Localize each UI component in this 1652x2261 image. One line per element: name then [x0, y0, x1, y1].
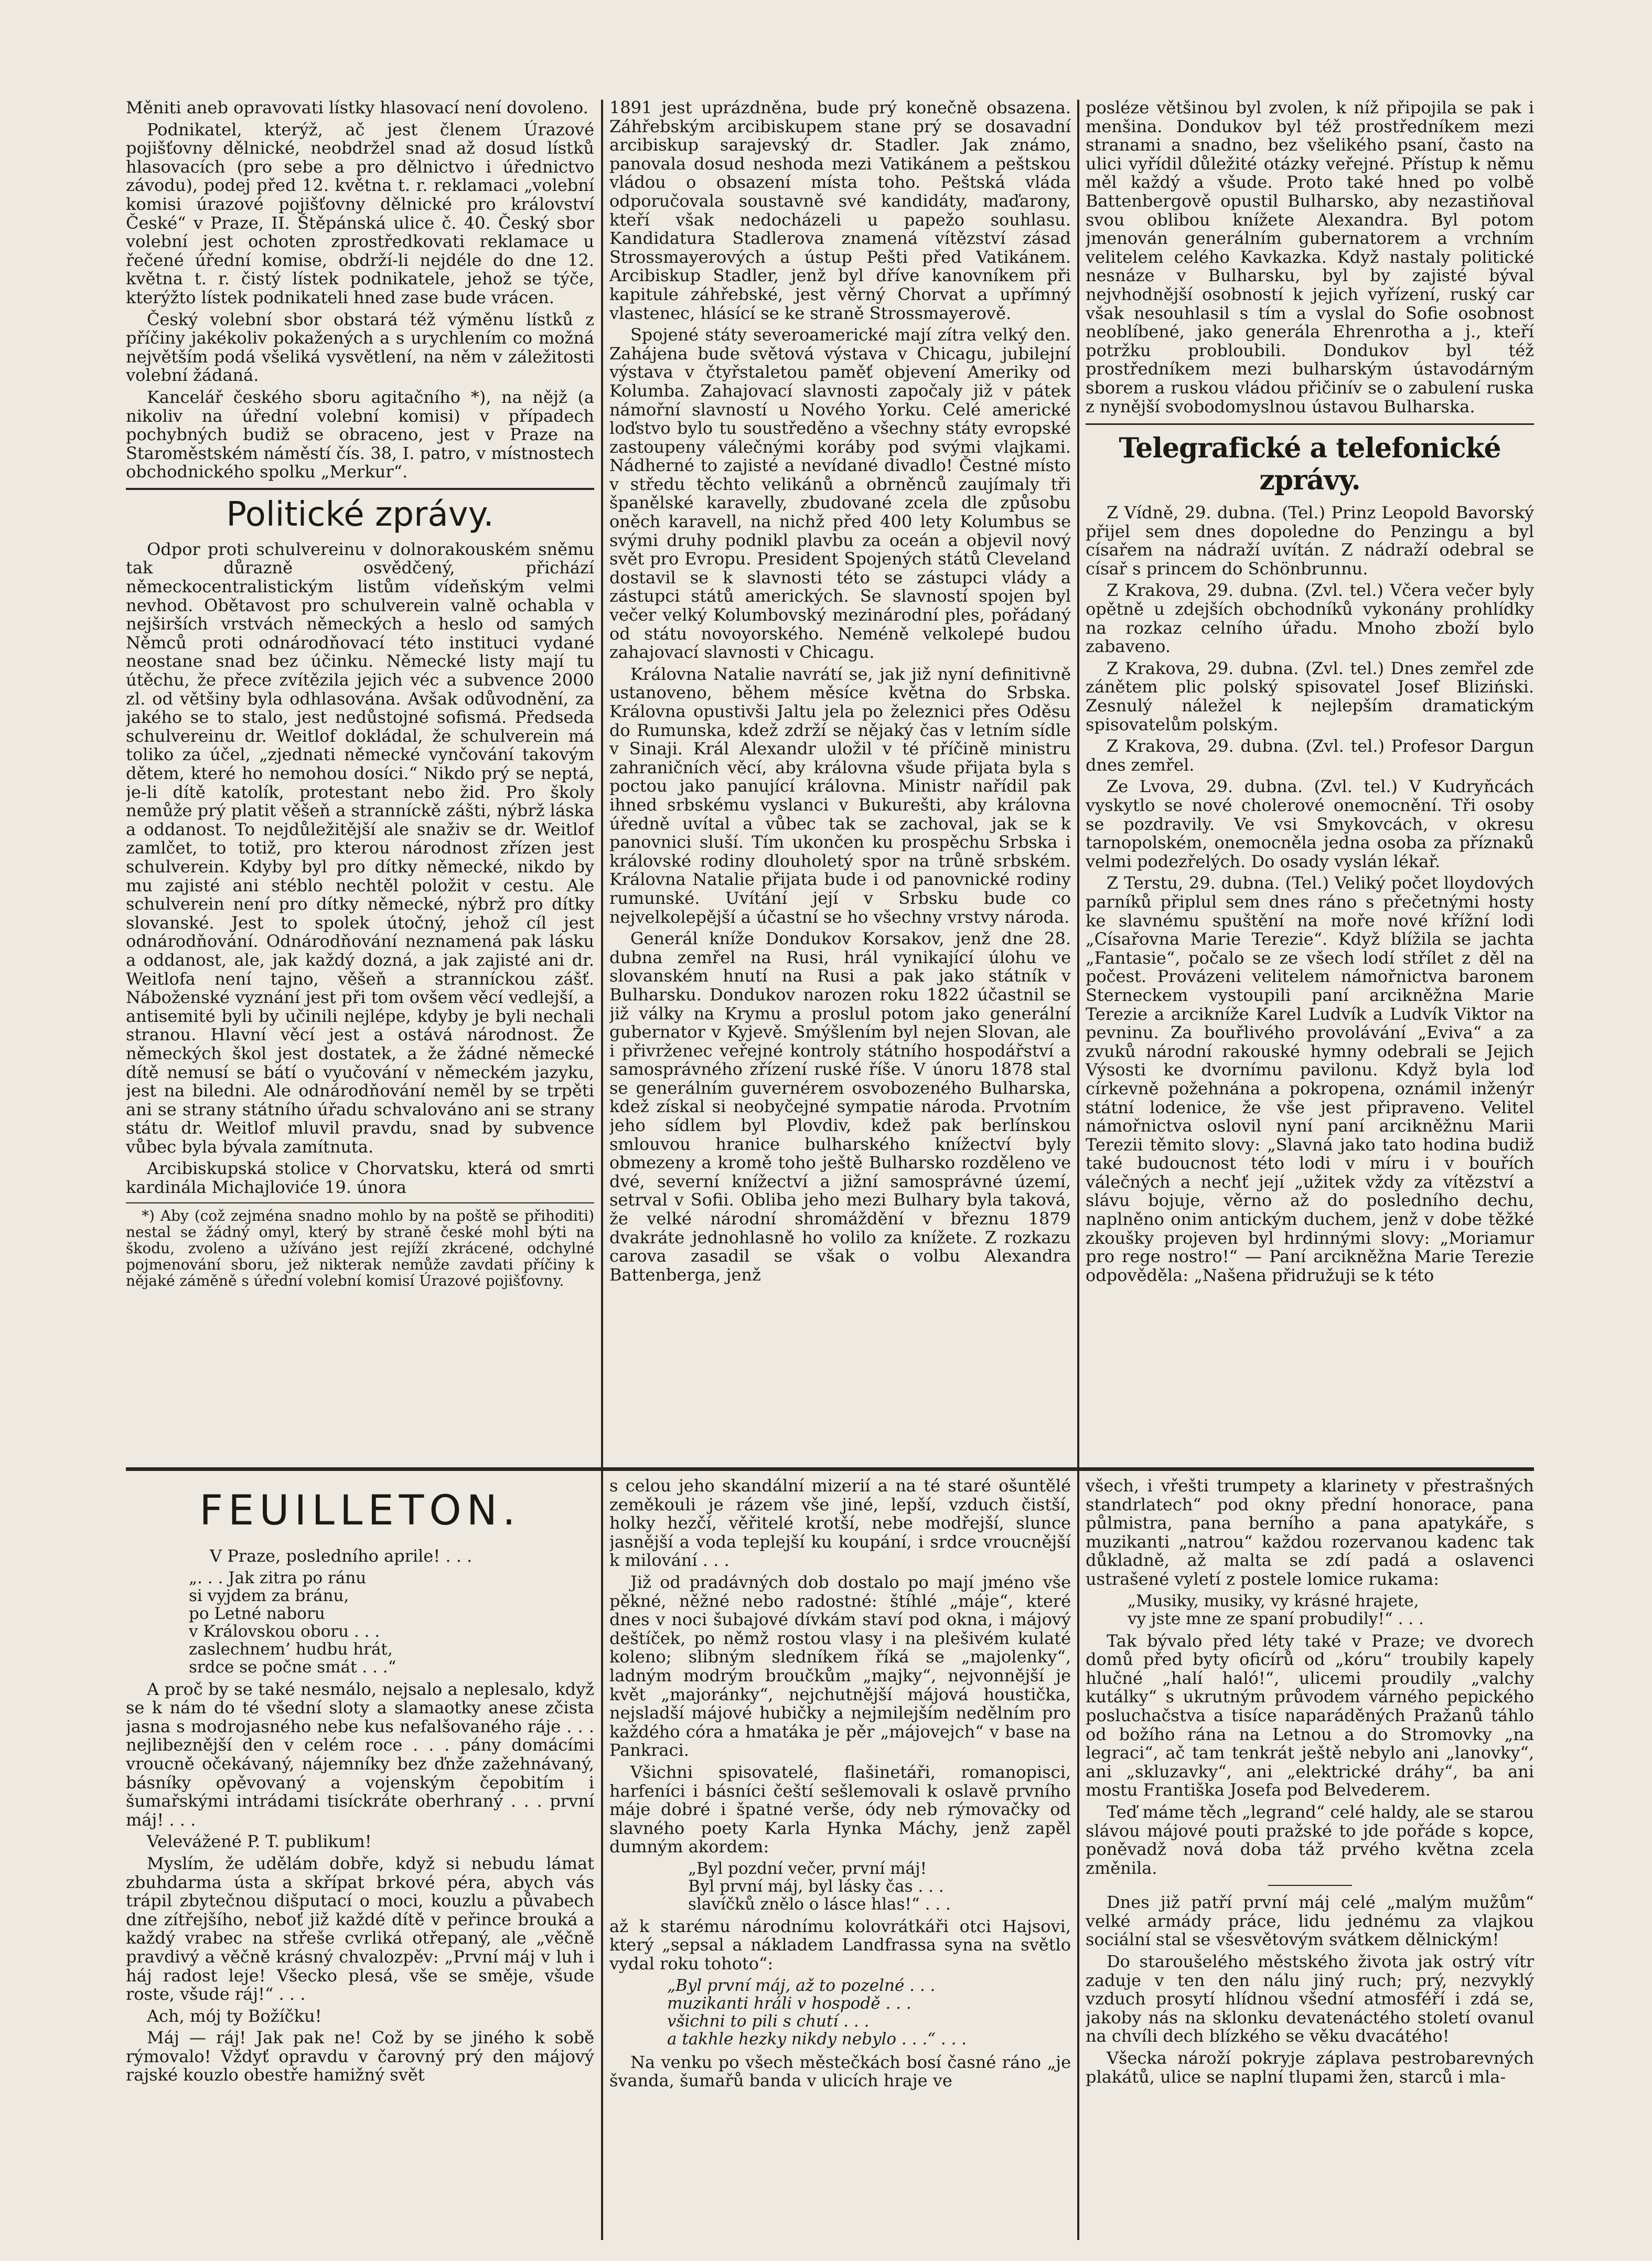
- paragraph: Královna Natalie navrátí se, jak již nyní definitivně ustanoveno, během měsíce května do Srbska. Královna opustivši Jaltu jela po železnici přes Oděsu do Rumunska, kdež zdrží se nějaký čas v letním sídle v Sinaji. Král Alexandr uložil v té příčině ministru zahraničních věcí, aby královna všude přijata byla s poctou jako panující královna. Ministr nařídil pak ihned srbskému vyslanci v Bukurešti, aby královna úředně uvítal a vůbec tak se zachoval, jak se k panovnici sluší. Tím ukončen ku prospěchu Srbska i královské rodiny dlouholetý spor na trůně srbském. Královna Natalie přijata bude i od panovnické rodiny rumunské. Uvítání její v Srbsku bude co nejvelkolepější a účastní se ho všechny vrstvy národa.: [609, 664, 1071, 927]
- paragraph: Spojené státy severoamerické mají zítra velký den. Zahájena bude světová výstava v Chicagu, jubilejní výstava v čtyřstaletou paměť objevení Ameriky od Kolumba. Zahajovací slavnosti započaly již v pátek námořní slavností u Nového Yorku. Celé americké loďstvo bylo tu soustředěno a všechny státy evropské zastoupeny válečnými koráby pod svými vlajkami. Nádherné to zajisté a nevídané divadlo! Čestné místo v středu těchto velikánů a obrněnců zaujímaly tři španělské karavelly, zbudované zcela dle způsobu oněch karavell, na nichž před 400 lety Kolumbus se svými druhy podnikl plavbu za oceán a objevil nový svět pro Evropu. President Spojených států Cleveland dostavil se k slavnosti této se zástupci vlády a zástupci států amerických. Se slavností spojen byl večer velký Kolumbovský mezinárodní ples, pořádaný od státu novoyorského. Neméně velkolepé budou zahajovací slavnosti v Chicagu.: [609, 325, 1071, 663]
- paragraph: Generál kníže Dondukov Korsakov, jenž dne 28. dubna zemřel na Rusi, hrál vynikající úlohu ve slovanském hnutí na Rusi a pak jako státník v Bulharsku. Dondukov narozen roku 1822 účastnil se již války na Krymu a proslul potom jako generální gubernator v Kyjevě. Smýšlením byl nejen Slovan, ale i přivrženec veřejné kontroly státního hospodářství a samosprávného zřízení ruské říše. V únoru 1878 stal se generálním guvernérem osvobozeného Bulharska, kdež získal si neobyčejné sympatie národa. Prvotním jeho sídlem byl Plovdiv, kdež pak berlínskou smlouvou hranice bulharského knížectví byly obmezeny a kromě toho ještě Bulharsko rozděleno ve dvé, severní knížectví a jižní samosprávné území, setrval v Sofii. Obliba jeho mezi Bulhary byla taková, že velké národní shromáždění v březnu 1879 dvakráte jednohlasně ho volilo za knížete. Z rozkazu carova zasadil se však o volbu Alexandra Battenberga, jenž: [609, 929, 1071, 1285]
- middle-column-feuilleton: [609, 1477, 1071, 2237]
- paragraph: Na venku po všech městečkách bosí časné ráno „je švanda, šumařů banda v ulicích hraje ve: [609, 2052, 1071, 2091]
- telegram: Ze Lvova, 29. dubna. (Zvl. tel.) V Kudryňcách vyskytlo se nové cholerové onemocnění. Tři osoby se pozdravily. Ve vsi Smykovcách, v okresu tarnopolském, onemocněla jedna osoba za příznaků velmi podezřelých. Do osady vyslán lékař.: [1086, 776, 1534, 871]
- paragraph: Do staroušelého městského života jak ostrý vítr zaduje v ten den nálu jiný ruch; prý, nezvyklý vzduch prosytí hlídnou všední atmosféří i zdá se, jakoby nás na sklonku devatenáctého století ovanul na chvíli dech blízkého se věku dvacátého!: [1086, 1951, 1534, 2046]
- section-title-telegraficke: Telegrafické a telefonické zprávy.: [1119, 432, 1501, 497]
- paragraph: až k starému národnímu kolovrátkáři otci Hajsovi, který „sepsal a nákladem Landfrassa syna na světlo vydal roku tohoto“:: [609, 1916, 1071, 1974]
- telegram: Z Vídně, 29. dubna. (Tel.) Prinz Leopold Bavorský přijel sem dnes dopoledne do Penzingu a byl císařem na nádraží uvítán. Z nádraží odebral se císař s princem do Schönbrunnu.: [1086, 503, 1534, 579]
- separator-line: [126, 488, 594, 490]
- poem-line: „Byl pozdní večer, první máj!: [688, 1859, 927, 1878]
- poem-line: „. . . Jak zitra po ránu: [189, 1568, 367, 1587]
- column-rule-left: [601, 100, 603, 2240]
- paragraph: Máj — ráj! Jak pak ne! Což by se jiného k sobě rýmovalo! Vždyť opravdu v čarovný prý den májový rajské kouzlo obestře hamižný svět: [126, 2028, 594, 2085]
- left-column-news: [126, 99, 594, 1463]
- feuilleton-divider: [126, 1467, 1534, 1471]
- poem-excerpt: [189, 1569, 594, 1676]
- poem-line: „Byl první máj, až to pozelné . . .: [667, 1976, 936, 1995]
- poem-line: všichni to pili s chutí . . .: [667, 2011, 870, 2031]
- feuilleton-title: FEUILLETON.: [199, 1487, 521, 1534]
- right-column-news: [1086, 99, 1534, 1463]
- poem-line: muzikanti hráli v hospodě . . .: [667, 1993, 911, 2013]
- paragraph: A proč by se také nesmálo, nejsalo a neplesalo, když se k nám do té všední sloty a slamaotky anese zčista jasna s modrojasného nebe kus nefalšovaného ráje . . . nejlibeznější den v celém roce . . . pány domácími vroucně očekávaný, nájemníky bez ďnže zažehnávaný, básníky opěvovaný a vojenským čepobitím i šumařskými intrádami tisíckráte oberhraný . . . první máj! . . .: [126, 1679, 594, 1830]
- footnote-divider: [126, 1202, 594, 1203]
- right-column-feuilleton: [1086, 1477, 1534, 2237]
- musiky-verse: [1128, 1592, 1534, 1628]
- paragraph: posléze většinou byl zvolen, k níž připojila se pak i menšina. Dondukov byl též prostředníkem mezi stranami a snadno, bez všelikého psaní, často na ulici vyřídil důležité otázky veřejné. Přístup k němu měl každý a všude. Proto také hned po volbě Battenbergově opustil Bulharsko, aby nezastiňoval svou oblibou knížete Alexandra. Byl potom jmenován generálním gubernatorem a vrchním velitelem celého Kavkazka. Když nastaly politické nesnáze v Bulharsku, byl by zajisté býval nejvhodnější osobností k jejich vyřízení, ruský car však nesouhlasil s tím a vyslal do Sofie osobnost neoblíbené, jako generála Ehrenrotha a j., kteří potržku probloubili. Dondukov byl též prostředníkem mezi bulharským ústavodárným sborem a ruskou vládou přičinív se o zabulení ruska z nynější svobodomyslnou ústavou Bulharska.: [1086, 99, 1534, 417]
- telegram: Z Krakova, 29. dubna. (Zvl. tel.) Profesor Dargun dnes zemřel.: [1086, 736, 1534, 775]
- paragraph: Ach, mój ty Božíčku!: [147, 2006, 322, 2026]
- paragraph: všech, i vřešti trumpety a klarinety v přestrašných standrlatech“ pod okny přední honorace, pana půlmistra, pana berního a pana apatykáře, s muzikanti „natrou“ každou rozervanou kadenc tak důkladně, až malta se zdí padá a oslavenci ustrašené vyletí z postele lomice rukama:: [1086, 1477, 1534, 1589]
- column-rule-right: [1077, 100, 1079, 2240]
- telegram: Z Terstu, 29. dubna. (Tel.) Veliký počet lloydových parníků připlul sem dnes ráno s přečetnými hosty ke slavnému spuštění na moře nové křížní lodi „Císařovna Marie Terezie“. Když blížila se jachta „Fantasie“, počalo se ze všech lodí střílet z děl na počest. Provázeni velitelem námořnictva baronem Sterneckem vystoupili paní arcikněžna Marie Terezie a arcikníže Karel Ludvík a Ludvík Viktor na pevninu. Za bouřlivého provolávání „Eviva“ a za zvuků národní rakouské hymny odebrali se Jejich Výsosti ke dvornímu pavilonu. Když byla loď církevně požehnána a pokropena, oznámil inženýr státní lodenice, že vše jest připraveno. Velitel námořnictva oslovil nyní paní arcikněžnu Marii Terezii těmito slovy: „Slavná jako tato hodina budiž také budoucnost této lodi v míru i v bouřích válečných a nechť její „užitek vždy za vítězství a slávu bojuje, věrno až do posledního dechu, naplněno onim antickým duchem, jenž v dobe těžké zkoušky projeven byl hrdinnými slovy: „Moriamur pro rege nostro!“ — Paní arcikněžna Marie Terezie odpověděla: „Našena přidružuji se k této: [1086, 873, 1534, 1285]
- paragraph: Český volební sbor obstará též výměnu lístků z příčiny jakékoliv pokažených a s urychlením co možná největším podá všeliká vysvětlení, na něm v záležitosti volební žádaná.: [126, 309, 594, 386]
- poem-line: v Královskou oboru . . .: [189, 1622, 380, 1641]
- paragraph-divider: [1268, 1885, 1352, 1886]
- paragraph: Arcibiskupská stolice v Chorvatsku, která od smrti kardinála Michajloviće 19. února: [126, 1158, 594, 1198]
- paragraph: Všichni spisovatelé, flašinetáři, romanopisci, harfeníci i básníci čeští sešlemovali k oslavě prvního máje dobré i špatné verše, ódy neb rýmovačky od slavného poety Karla Hynka Máchy, jenž zapěl dumným akordem:: [609, 1762, 1071, 1857]
- paragraph: Tak bývalo před léty také v Praze; ve dvorech domů před byty oficírů od „kóru“ troubily kapely hlučné „halí haló!“, ulicemi proudily „valchy kutálky“ s ukrutným průvodem várného pepického posluchačstva a tisíce naparáděných Pražanů táhlo od božího rána na Letnou a do Stromovky „na legraci“, ač tam tenkrát ještě nebylo ani „lanovky“, ani „skluzavky“, ani „elektrické dráhy“, ba ani mostu Františka Josefa pod Belvederem.: [1086, 1630, 1534, 1800]
- paragraph: Všecka nároží pokryje záplava pestrobarevných plakátů, ulice se naplní tlupami žen, starců i mla-: [1086, 2048, 1534, 2087]
- poem-line: srdce se počne smát . . .“: [189, 1657, 396, 1677]
- section-title-politicke: Politické zprávy.: [226, 495, 494, 534]
- footnote: [126, 1208, 594, 1289]
- feuilleton-dateline: V Praze, posledního aprile! . . .: [210, 1546, 473, 1566]
- paragraph: Teď máme těch „legrand“ celé haldy, ale se starou slávou májové pouti pražské to jde pořáde s kopce, poněvadž nová doba táž prvého května zcela změnila.: [1086, 1801, 1534, 1878]
- poem-line: „Musiky, musiky, vy krásné hrajete,: [1128, 1591, 1419, 1611]
- paragraph: Odpor proti schulvereinu v dolnorakouském sněmu tak důrazně osvědčený, přichází německocentralistickým listům vídeňským velmi nevhod. Obětavost pro schulverein valně ochabla v nejširších vrstvách německých a heslo od samých Němců proti odnárodňovací této instituci vydané neostane snad bez účinku. Německé listy mají tu útěchu, že přece zvítězila jejich véc a subvence 2000 zl. od většiny byla odhlasována. Avšak odůvodnění, za jakého se to stalo, jest nedůstojné sofismá. Předseda schulvereinu dr. Weitlof dokládal, že schulverein má toliko za účel, „zjednati německé vynčování takovým dětem, které ho nemohou dosíci.“ Nikdo prý se neptá, je-li dítě katolík, protestant nebo žid. Pro školy nemůže prý platit věšeň a stranníckě zášti, nýbrž láska a oddanost. To nejdůležitější ale snaživ se dr. Weitlof zamlčet, to totiž, pro kterou národnost zřízen jest schulverein. Kdyby byl pro dítky německé, nikdo by mu zajisté ani stéblo nechtěl položit v cestu. Ale schulverein není pro dítky německé, nýbrž pro dítky slovanské. Jest to spolek útočný, jehož cíl jest odnárodňování. Odnárodňování neznamená pak lásku a oddanost, ale, jak každý dozná, a jak zajisté ani dr. Weitlofa není tajno, věšeň a stranníckou zášť. Náboženské vyznání jest při tom ovšem věcí vedlejší, a antisemité byli by učinili nejlépe, kdyby je byli nechali stranou. Hlavní věcí jest a ostává národnost. Že německých škol jest dostatek, a že žádné německé dítě nemusí se bátí o vyučování v německém jazyku, jest na biledni. Ale odnárodňování neměl by se trpěti ani se strany státního úřadu schvalováno ani se strany státu dr. Weitlof mluvil pravdu, snad by subvence vůbec byla bývala zamítnuta.: [126, 539, 594, 1157]
- telegram: Z Krakova, 29. dubna. (Zvl. tel.) Dnes zemřel zde zánětem plic polský spisovatel Josef Bliziński. Zesnulý náležel k nejlepším dramatickým spisovatelům polským.: [1086, 658, 1534, 734]
- hajs-verse: [667, 1977, 1071, 2048]
- paragraph: Kancelář českého sboru agitačního *), na nějž (a nikoliv na úřední volební komisi) v případech pochybných budiž se obraceno, jest v Praze na Staroměstském náměstí čís. 38, I. patro, v místnostech obchodnického spolku „Merkur“.: [126, 387, 594, 482]
- paragraph: Velevážené P. T. publikum!: [147, 1831, 372, 1852]
- footnote-text: *) Aby (což zejména snadno mohlo by na poště se přihoditi) nestal se žádný omyl, který by straně české mohl býti na škodu, zvoleno a užíváno jest rejíží zkrácené, odchylné pojmenování sboru, jež nikterak nemůže zavdati příčiny k nějaké záměně s úřední volební komisí Úrazové pojišťovny.: [126, 1207, 594, 1289]
- paragraph: Měniti aneb opravovati lístky hlasovací není dovoleno.: [126, 99, 588, 118]
- left-column-feuilleton: [126, 1477, 594, 2237]
- telegram: Z Krakova, 29. dubna. (Zvl. tel.) Včera večer byly opětně u zdejších obchodníků vykonány prohlídky na rozkaz celního úřadu. Mnoho zboží bylo zabaveno.: [1086, 580, 1534, 657]
- paragraph: Již od pradávných dob dostalo po mají jméno vše pěkné, něžné nebo radostné: štíhlé „máje“, které dnes v noci šubajové dívkám staví pod okna, i májový deštíček, po němž rostou vlasy i na plešivém kulaté koleno; slibným sledníkem říká se „majolenky“, ladným modrým broučkům „majky“, nejvonnější je květ „majoránky“, nejchutnější májová houstička, nejsladší májové hubičky a nejmilejším nedělním pro každého córa a hmatáka je pěr „májovejch“ v base na Pankraci.: [609, 1572, 1071, 1761]
- poem-line: vy jste mne ze spaní probudily!“ . . .: [1128, 1609, 1424, 1628]
- poem-line: po Letné naboru: [189, 1604, 325, 1623]
- poem-line: slavíčků znělo o lásce hlas!“ . . .: [688, 1894, 951, 1914]
- separator-line: [1086, 423, 1534, 425]
- paragraph: Dnes již patří první máj celé „malým mužům“ velké armády práce, lidu jednému za vlajkou sociální stal se všesvětovým svátkem dělnickým!: [1086, 1892, 1534, 1950]
- poem-line: a takhle hezky nikdy nebylo . . .“ . . .: [667, 2029, 967, 2049]
- paragraph: s celou jeho skandální mizerií a na té staré ošuntělé zeměkouli je rázem vše jiné, lepší, vzduch čistší, holky hezčí, věřitelé krotší, nebe modřejší, slunce jasnější a voda teplejší ku koupání, i srdce vroucnější k milování . . .: [609, 1477, 1071, 1571]
- poem-line: si vyjdem za bránu,: [189, 1586, 349, 1605]
- poem-line: Byl první máj, byl lásky čas . . .: [688, 1876, 944, 1896]
- macha-verse: [688, 1860, 1071, 1913]
- paragraph: 1891 jest uprázdněna, bude prý konečně obsazena. Záhřebským arcibiskupem stane prý se dosavadní arcibiskup sarajevský dr. Stadler. Jak známo, panovala dosud neshoda mezi Vatikánem a peštskou vládou o obsazení místa toho. Peštská vláda odporučovala soustavně své kandidáty, maďarony, kteří však nedocházeli u papežo souhlasu. Kandidatura Stadlerova znamená vítězství zásad Strossmayerových a ústup Pešti před Vatikánem. Arcibiskup Stadler, jenž byl dříve kanovníkem při kapitule záhřebské, jest věrný Chorvat a upřímný vlastenec, hlásící se ke straně Strossmayerově.: [609, 99, 1071, 323]
- paragraph: Podnikatel, kterýž, ač jest členem Úrazové pojišťovny dělnické, neobdržel snad až dosud lístků hlasovacích (pro sebe a pro dělnictvo i úřednictvo závodu), podej před 12. května t. r. reklamaci „volební komisi úrazové pojišťovny dělnické pro království České“ v Praze, II. Štěpánská ulice č. 40. Český sbor volební jest ochoten zprostředkovati reklamace u řečené úřední komise, obdrží-li nejdéle do dne 12. května t. r. čistý lístek podnikatele, jehož se týče, kterýžto lístek podnikateli hned zase bude vrácen.: [126, 119, 594, 307]
- paragraph: Myslím, že udělám dobře, když si nebudu lámat zbuhdarma ústa a skřípat brkové péra, abych vás trápil zbytečnou dišputací o moci, kouzlu a půvabech dne zítřejšího, neboť již každé dítě v peřince brouká a každý vrabec na střeše cvrliká otřepaný, ale „věčně pravdivý a věčně krásný chvalozpěv: „První máj v luh i háj radost leje! Všecko plesá, vše se směje, všude roste, všude ráj!“ . . .: [126, 1853, 594, 2004]
- poem-line: zaslechnem’ hudbu hrát,: [189, 1639, 393, 1659]
- middle-column-news: [609, 99, 1071, 1463]
